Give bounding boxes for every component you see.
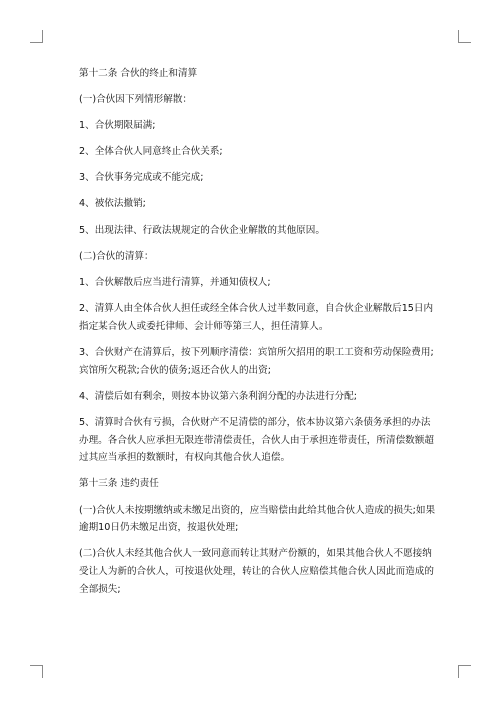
list-item: 4、清偿后如有剩余，则按本协议第六条利润分配的办法进行分配; bbox=[79, 390, 357, 402]
list-item: 1、合伙解散后应当进行清算，并通知债权人; bbox=[79, 276, 271, 288]
list-item: 2、清算人由全体合伙人担任或经全体合伙人过半数同意，自合伙企业解散后15日内指定某合伙人或委托律师、会计师等第三人，担任清算人。 bbox=[79, 302, 434, 332]
subsection-heading: (二)合伙的清算： bbox=[79, 250, 154, 262]
list-item: 5、出现法律、行政法规规定的合伙企业解散的其他原因。 bbox=[79, 224, 325, 236]
section-heading: 第十三条 违约责任 bbox=[79, 478, 159, 490]
crop-mark-bottom-left bbox=[30, 665, 43, 678]
section-heading: 第十二条 合伙的终止和清算 bbox=[79, 68, 198, 79]
crop-mark-top-left bbox=[30, 30, 43, 43]
list-item: 5、清算时合伙有亏损，合伙财产不足清偿的部分，依本协议第六条债务承担的办法办理。各合伙人应承担无限连带清偿责任，合伙人由于承担连带责任，所清偿数额超过其应当承担的数额时，有权向其他合伙人追偿。 bbox=[79, 416, 434, 464]
list-item: 4、被依法撤销; bbox=[79, 198, 146, 210]
subsection-heading: (一)合伙因下列情形解散： bbox=[79, 94, 193, 106]
crop-mark-bottom-right bbox=[458, 665, 471, 678]
list-item: 3、合伙财产在清算后，按下列顺序清偿：宾馆所欠招用的职工工资和劳动保险费用;宾馆所欠税款;合伙的债务;返还合伙人的出资; bbox=[79, 346, 434, 376]
list-item: 2、全体合伙人同意终止合伙关系; bbox=[79, 146, 223, 158]
document-body bbox=[79, 65, 439, 607]
list-item: 3、合伙事务完成或不能完成; bbox=[79, 172, 204, 184]
list-item: (二)合伙人未经其他合伙人一致同意而转让其财产份额的，如果其他合伙人不愿接纳受让人为新的合伙人，可按退伙处理，转让的合伙人应赔偿其他合伙人因此而造成的全部损失; bbox=[79, 548, 434, 595]
crop-mark-top-right bbox=[458, 30, 471, 43]
list-item: 1、合伙期限届满; bbox=[79, 120, 156, 132]
list-item: (一)合伙人未按期缴纳或未缴足出资的，应当赔偿由此给其他合伙人造成的损失;如果逾期10日仍未缴足出资，按退伙处理; bbox=[79, 504, 436, 534]
